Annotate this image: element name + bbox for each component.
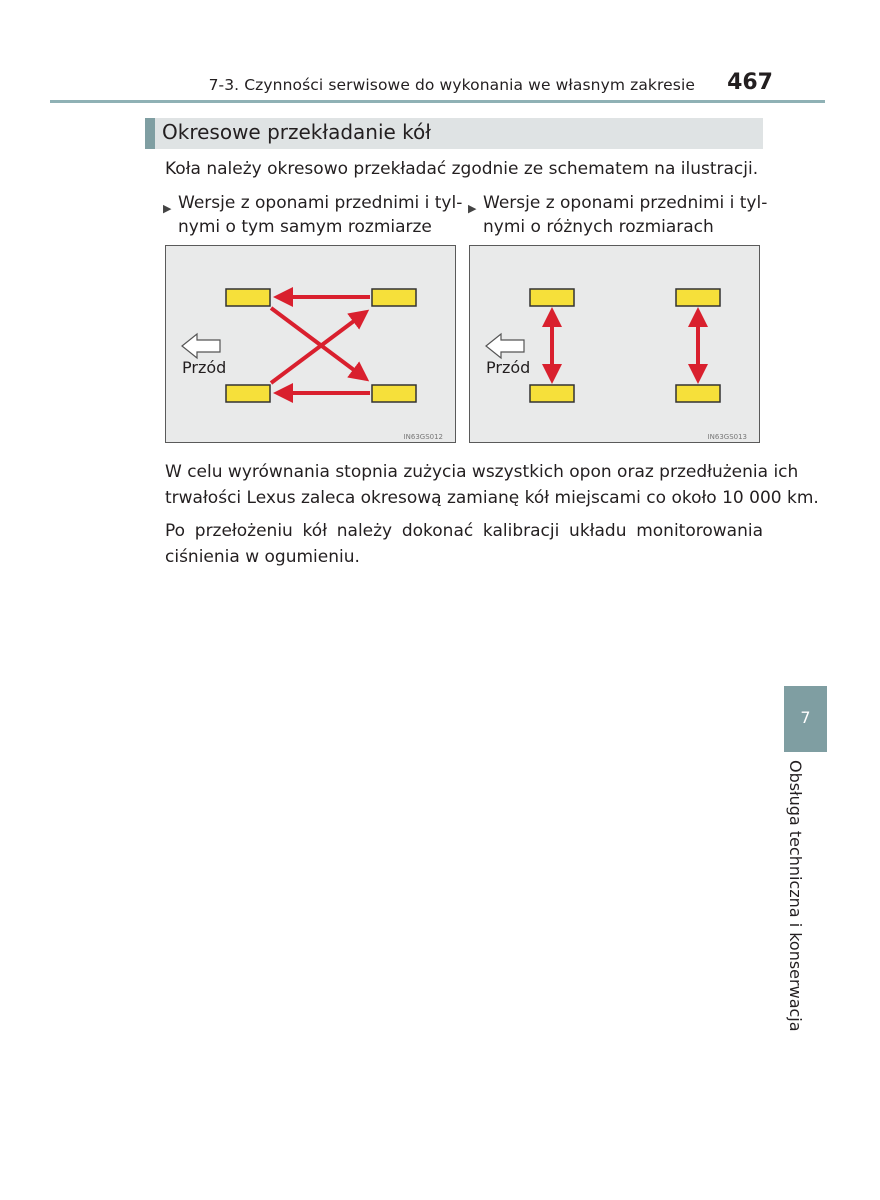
tire-rear-right: [372, 385, 416, 402]
paragraph-line: W celu wyrównania stopnia zużycia wszystkich opon oraz przedłużenia ich: [165, 462, 799, 482]
paragraph-tpms-calibration: [165, 518, 763, 570]
paragraph-line: Po przełożeniu kół należy dokonać kalibracji układu monitorowania: [165, 521, 763, 541]
rotation-diagram-front-rear: [469, 245, 760, 443]
bullet-triangle-icon: ▶: [163, 202, 172, 215]
tire-front-left: [226, 289, 270, 306]
paragraph-rotation-advice: [165, 459, 819, 511]
paragraph-line: ciśnienia w ogumieniu.: [165, 547, 360, 567]
section-title: Okresowe przekładanie kół: [162, 120, 431, 144]
tire-front-right: [530, 385, 574, 402]
tire-front-right: [226, 385, 270, 402]
rotation-diagram-cross: [165, 245, 456, 443]
image-code: IN63GS013: [707, 433, 747, 441]
front-direction-arrow-icon: [486, 334, 524, 358]
page-number: 467: [727, 70, 773, 95]
chapter-side-tab: [784, 686, 827, 752]
variant-line-2: nymi o różnych rozmiarach: [483, 217, 714, 237]
front-label: Przód: [486, 358, 531, 377]
rotation-arrow-front-right-to-rear-left: [271, 312, 366, 383]
tire-rear-right: [676, 385, 720, 402]
front-rear-rotation-illustration: [470, 246, 761, 444]
variant-line-1: Wersje z oponami przednimi i tyl-: [178, 193, 463, 213]
tire-rear-left: [372, 289, 416, 306]
chapter-number: 7: [800, 708, 811, 727]
chapter-side-title: Obsługa techniczna i konserwacja: [786, 760, 805, 1032]
page-header-text: 7-3. Czynności serwisowe do wykonania we własnym zakresie: [208, 76, 695, 94]
tire-rear-left: [676, 289, 720, 306]
section-title-accent: [145, 118, 155, 149]
variant-line-1: Wersje z oponami przednimi i tyl-: [483, 193, 768, 213]
rotation-arrow-front-left-to-rear-right: [271, 308, 366, 379]
paragraph-line: trwałości Lexus zaleca okresową zamianę kół miejscami co około 10 000 km.: [165, 488, 819, 508]
variant-line-2: nymi o tym samym rozmiarze: [178, 217, 432, 237]
bullet-triangle-icon: ▶: [468, 202, 477, 215]
header-rule: [50, 100, 825, 103]
cross-rotation-illustration: [166, 246, 457, 444]
tire-front-left: [530, 289, 574, 306]
intro-text: Koła należy okresowo przekładać zgodnie ze schematem na ilustracji.: [165, 159, 759, 179]
image-code: IN63GS012: [403, 433, 443, 441]
front-label: Przód: [182, 358, 227, 377]
front-direction-arrow-icon: [182, 334, 220, 358]
